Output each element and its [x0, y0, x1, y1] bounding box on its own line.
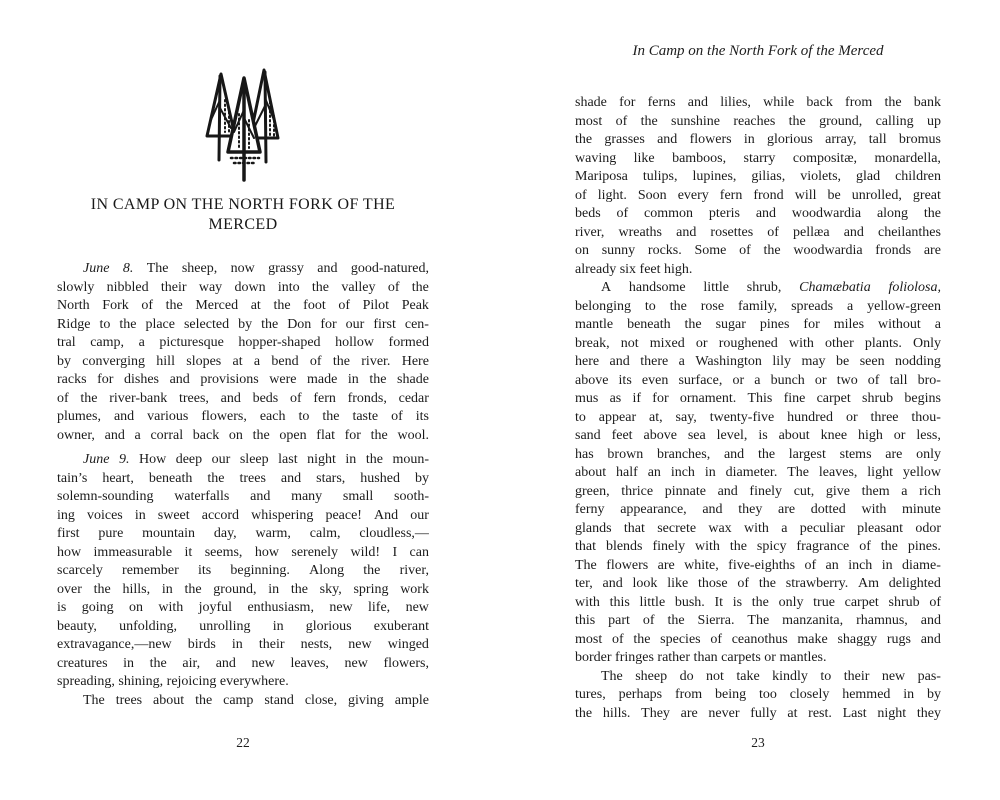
text-line: already six feet high.	[575, 261, 693, 277]
text-line: ferny appearance, and they are dotted with minute	[575, 502, 941, 517]
paragraph	[575, 668, 941, 724]
text-line: break, not mixed or roughened with other plants. Only	[575, 335, 941, 351]
text-line: North Fork of the Merced at the foot of Pilot Peak	[57, 298, 429, 313]
text-line: has brown branches, and the largest stems are only	[575, 446, 941, 462]
text-line: owner, and a corral back on the open flat for the wool.	[57, 427, 429, 443]
text-line: creatures in the air, and new leaves, new flowers,	[57, 655, 429, 671]
text-line: tral camp, a picturesque hopper-shaped hollow formed	[57, 335, 429, 350]
text-line: of the river-bank trees, and beds of fern fronds, cedar	[57, 390, 429, 406]
text-line: slowly nibbled their way down into the valley of the	[57, 279, 429, 295]
text-line: extravagance,—new birds in their nests, new winged	[57, 637, 429, 652]
text-line: June 9. How deep our sleep last night in the moun-	[83, 452, 429, 467]
text-line: ing voices in sweet accord whispering peace! And our	[57, 507, 429, 523]
text-line: mus as if for ornament. This fine carpet shrub begins	[575, 391, 941, 406]
text-line: glands that secrete wax with a peculiar pleasant odor	[575, 520, 941, 536]
text-line: to appear at, say, twenty-five hundred or three thou-	[575, 409, 941, 425]
text-line: beauty, unfolding, unrolling in glorious exuberant	[57, 618, 429, 634]
pine-trees-ornament-icon	[205, 62, 281, 182]
right-page-number: 23	[751, 735, 765, 750]
text-line: border fringes rather than carpets or mantles.	[575, 650, 827, 665]
text-line: ter, and look like those of the strawberry. Am delighted	[575, 576, 941, 591]
text-line: The flowers are white, five-eighths of an inch in diame-	[575, 557, 941, 573]
text-line: scarcely remember its beginning. Along the river,	[57, 563, 429, 578]
text-line: sand feet above sea level, is about knee high or less,	[575, 428, 941, 443]
right-page-body-text	[575, 94, 941, 723]
chapter-title-line-2: MERCED	[208, 216, 278, 233]
text-line: The trees about the camp stand close, giving ample	[83, 692, 429, 708]
text-line: with this little bush. It is the only true carpet shrub of	[575, 594, 941, 610]
left-page-body-text	[57, 260, 429, 710]
text-line: belonging to the rose family, spreads a yellow-green	[575, 298, 941, 314]
paragraph	[57, 260, 429, 445]
text-line: the hills. They are never fully at rest. Last night they	[575, 705, 941, 721]
text-line: river, wreaths and rosettes of pellæa and cheilanthes	[575, 224, 941, 240]
text-line: mantle beneath the sugar pines for miles without a	[575, 317, 941, 332]
paragraph	[57, 692, 429, 711]
chapter-title	[57, 195, 429, 235]
left-page	[57, 0, 429, 800]
text-line: spreading, shining, rejoicing everywhere.	[57, 674, 289, 689]
text-line: this part of the Sierra. The manzanita, rhamnus, and	[575, 613, 941, 628]
paragraph	[575, 94, 941, 279]
running-head: In Camp on the North Fork of the Merced	[632, 43, 884, 59]
text-line: waving like bamboos, starry compositæ, monardella,	[575, 150, 941, 166]
text-line: about half an inch in diameter. The leaves, light yellow	[575, 465, 941, 480]
text-line: the grasses and flowers in glorious array, tall bromus	[575, 132, 941, 147]
text-line: tures, perhaps from being too closely hemmed in by	[575, 687, 941, 702]
left-page-number: 22	[236, 735, 250, 750]
text-line: green, thrice pinnate and finely cut, give them a rich	[575, 483, 941, 499]
text-line: plumes, and various flowers, each to the taste of its	[57, 409, 429, 424]
text-line: over the hills, in the ground, in the sky, spring work	[57, 581, 429, 597]
text-line: Ridge to the place selected by the Don for our first cen-	[57, 316, 429, 332]
text-line: that blends finely with the spicy fragrance of the pines.	[575, 539, 941, 554]
text-line: above its even surface, or a bunch or two of tall bro-	[575, 372, 941, 388]
text-line: Mariposa tulips, lupines, gilias, violets, glad children	[575, 169, 941, 184]
text-line: solemn-sounding waterfalls and many small sooth-	[57, 489, 429, 504]
text-line: shade for ferns and lilies, while back from the bank	[575, 95, 941, 110]
text-line: of light. Soon every fern frond will be unrolled, great	[575, 187, 941, 203]
text-line: here and there a Washington lily may be seen nodding	[575, 354, 941, 369]
paragraph	[575, 279, 941, 668]
chapter-title-line-1: IN CAMP ON THE NORTH FORK OF THE	[90, 196, 396, 213]
text-line: A handsome little shrub, Chamæbatia foliolosa,	[601, 280, 941, 295]
text-line: racks for dishes and provisions were made in the shade	[57, 372, 429, 387]
paragraph	[57, 451, 429, 692]
text-line: The sheep do not take kindly to their new pas-	[601, 668, 941, 684]
text-line: how immeasurable it seems, how serenely wild! I can	[57, 544, 429, 560]
right-page	[575, 0, 941, 800]
text-line: is going on with joyful enthusiasm, new life, new	[57, 600, 429, 615]
text-line: most of the species of ceanothus make shaggy rugs and	[575, 631, 941, 647]
text-line: most of the sunshine reaches the ground, calling up	[575, 113, 941, 129]
text-line: tain’s heart, beneath the trees and stars, hushed by	[57, 470, 429, 486]
text-line: first pure mountain day, warm, calm, cloudless,—	[57, 526, 429, 541]
text-line: by converging hill slopes at a bend of the river. Here	[57, 353, 429, 369]
text-line: beds of common pteris and woodwardia along the	[575, 206, 941, 221]
text-line: on sunny rocks. Some of the woodwardia fronds are	[575, 243, 941, 258]
text-line: June 8. The sheep, now grassy and good-natured,	[83, 261, 429, 276]
